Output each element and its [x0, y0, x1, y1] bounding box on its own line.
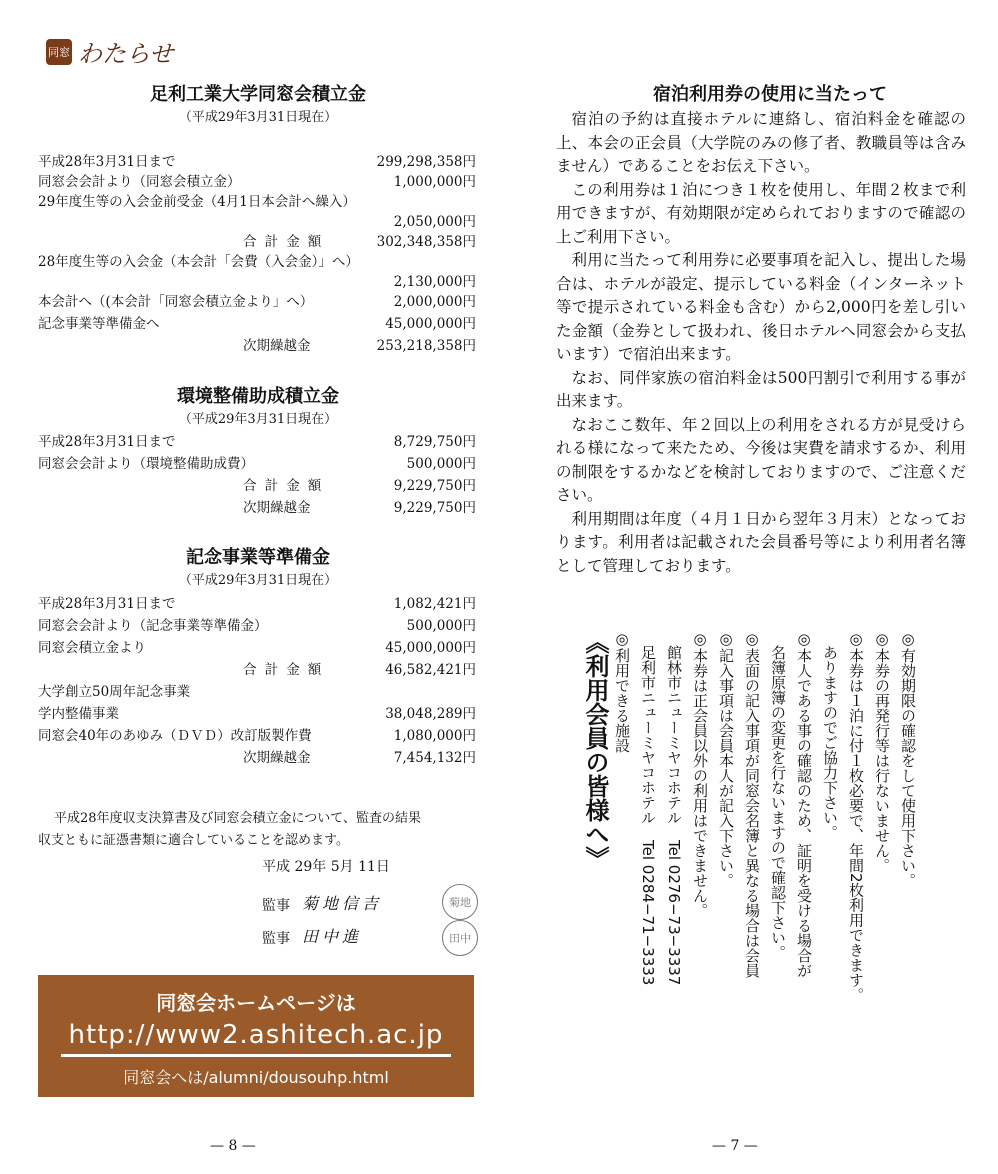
section2-title: 環境整備助成積立金: [177, 386, 339, 407]
auditor1-signature: 菊地信吉: [302, 894, 383, 913]
notice-line: ◎本券は正会員以外の利用はできません。: [691, 630, 709, 918]
audit-line2: 収支ともに証憑書類に適合していることを認めます。: [38, 833, 349, 848]
paragraph: なお、同伴家族の宿泊料金は500円割引で利用する事が出来ます。: [556, 368, 966, 410]
section2-subtitle: （平成29年3月31日現在）: [178, 412, 338, 427]
table-row: 29年度生等の入会金前受金（4月1日本会計へ繰入）: [38, 194, 356, 210]
table-row-total: 合計金額 46,582,421円: [243, 662, 476, 678]
table-row: 平成28年3月31日まで 299,298,358円: [38, 154, 476, 170]
notice-line: ◎本券の再発行等は行ないません。: [873, 630, 891, 873]
table-row: 学内整備事業 38,048,289円: [38, 706, 476, 722]
notice-line: 足利市ニューミヤコホテル Tel 0284−71−3333: [639, 630, 657, 986]
table-row: 平成28年3月31日まで 1,082,421円: [38, 596, 476, 612]
notice-line: 館林市ニューミヤコホテル Tel 0276−73−3337: [665, 630, 683, 986]
table-row: 同窓会積立金より 45,000,000円: [38, 640, 476, 656]
auditor2-seal: 田中: [442, 920, 478, 956]
notice-line: ◎利用できる施設: [613, 630, 631, 753]
table-row-total: 合計金額 302,348,358円: [243, 234, 476, 250]
table-row: 同窓会40年のあゆみ（ＤＶＤ）改訂版製作費 1,080,000円: [38, 728, 476, 744]
table-row-carryover: 次期繰越金 9,229,750円: [243, 500, 476, 516]
notice-line: ◎本券は１泊に付１枚必要で、年間2枚利用できます。: [847, 630, 865, 1003]
table-row: 2,050,000円: [393, 214, 476, 230]
section1-subtitle: （平成29年3月31日現在）: [178, 110, 338, 125]
logo-mark: 同窓: [46, 39, 72, 65]
notice-line: 名簿原簿の変更を行ないますので確認下さい。: [769, 630, 787, 960]
table-row: 記念事業等準備金へ 45,000,000円: [38, 316, 476, 332]
table-row: 大学創立50周年記念事業: [38, 684, 191, 700]
paragraph: 利用期間は年度（４月１日から翌年３月末）となっております。利用者は記載された会員番号等により利用者名簿として管理しております。: [556, 509, 966, 575]
notice-line: ◎表面の記入事項が同窓会名簿と異なる場合は会員: [743, 630, 761, 978]
banner-path[interactable]: 同窓会へは/alumni/dousouhp.html: [123, 1068, 389, 1087]
right-title: 宿泊利用券の使用に当たって: [653, 84, 887, 105]
paragraph: 宿泊の予約は直接ホテルに連絡し、宿泊料金を確認の上、本会の正会員（大学院のみの修了者、教職員等は含みません）であることをお伝え下さい。: [556, 110, 966, 175]
banner-divider: [61, 1054, 451, 1057]
banner-heading: 同窓会ホームページは: [156, 991, 356, 1015]
homepage-banner: [38, 975, 474, 1097]
table-row-carryover: 次期繰越金 7,454,132円: [243, 750, 476, 766]
auditor1-label: 監事: [262, 898, 290, 914]
notice-heading: 《利用会員の皆様へ》: [581, 630, 609, 870]
section3-title: 記念事業等準備金: [186, 547, 330, 568]
right-body: [556, 108, 966, 578]
auditor1-seal: 菊地: [442, 884, 478, 920]
page-number-left: — 8 —: [210, 1138, 256, 1154]
table-row-total: 合計金額 9,229,750円: [243, 478, 476, 494]
logo: [46, 34, 173, 69]
table-row: 同窓会会計より（同窓会積立金） 1,000,000円: [38, 174, 476, 190]
paragraph: なおここ数年、年２回以上の利用をされる方が見受けられる様になって来たため、今後は実費を請求するか、利用の制限をするかなどを検討しておりますので、ご注意ください。: [556, 415, 966, 504]
audit-date: 平成 29年 5月 11日: [262, 859, 390, 875]
notice-line: ◎有効期限の確認をして使用下さい。: [899, 630, 917, 888]
logo-text: わたらせ: [78, 40, 174, 68]
banner-url[interactable]: http://www2.ashitech.ac.jp: [68, 1020, 444, 1050]
table-row: 本会計へ（(本会計「同窓会積立金より」へ） 2,000,000円: [38, 294, 476, 310]
notice-line: ◎本人である事の確認のため、証明を受ける場合が: [795, 630, 813, 978]
auditor2-signature: 田中進: [302, 927, 363, 946]
audit-line1: 平成28年度収支決算書及び同窓会積立金について、監査の結果: [54, 811, 422, 826]
table-row: 同窓会会計より（記念事業等準備金） 500,000円: [38, 618, 476, 634]
section1-title: 足利工業大学同窓会積立金: [150, 84, 366, 105]
auditor2-label: 監事: [262, 931, 290, 947]
table-row: 平成28年3月31日まで 8,729,750円: [38, 434, 476, 450]
paragraph: この利用券は１泊につき１枚を使用し、年間２枚まで利用できますが、有効期限が定められておりますので確認の上ご利用下さい。: [556, 180, 966, 246]
table-row: 28年度生等の入会金（本会計「会費（入会金）」へ）: [38, 254, 359, 270]
notice-line: ◎記入事項は会員本人が記入下さい。: [717, 630, 735, 888]
section3-subtitle: （平成29年3月31日現在）: [178, 573, 338, 588]
page-number-right: — 7 —: [712, 1138, 758, 1154]
paragraph: 利用に当たって利用券に必要事項を記入し、提出した場合は、ホテルが設定、提示している料金（インターネット等で提示されている料金も含む）から2,000円を差し引いた金額（金券として扱われ、後日ホテルへ同窓会から支払います）で宿泊出来ます。: [556, 251, 966, 363]
notice-line: ありますのでご協力下さい。: [821, 630, 839, 840]
table-row: 2,130,000円: [393, 274, 476, 290]
table-row: 同窓会会計より（環境整備助成費） 500,000円: [38, 456, 476, 472]
table-row-carryover: 次期繰越金 253,218,358円: [243, 338, 476, 354]
